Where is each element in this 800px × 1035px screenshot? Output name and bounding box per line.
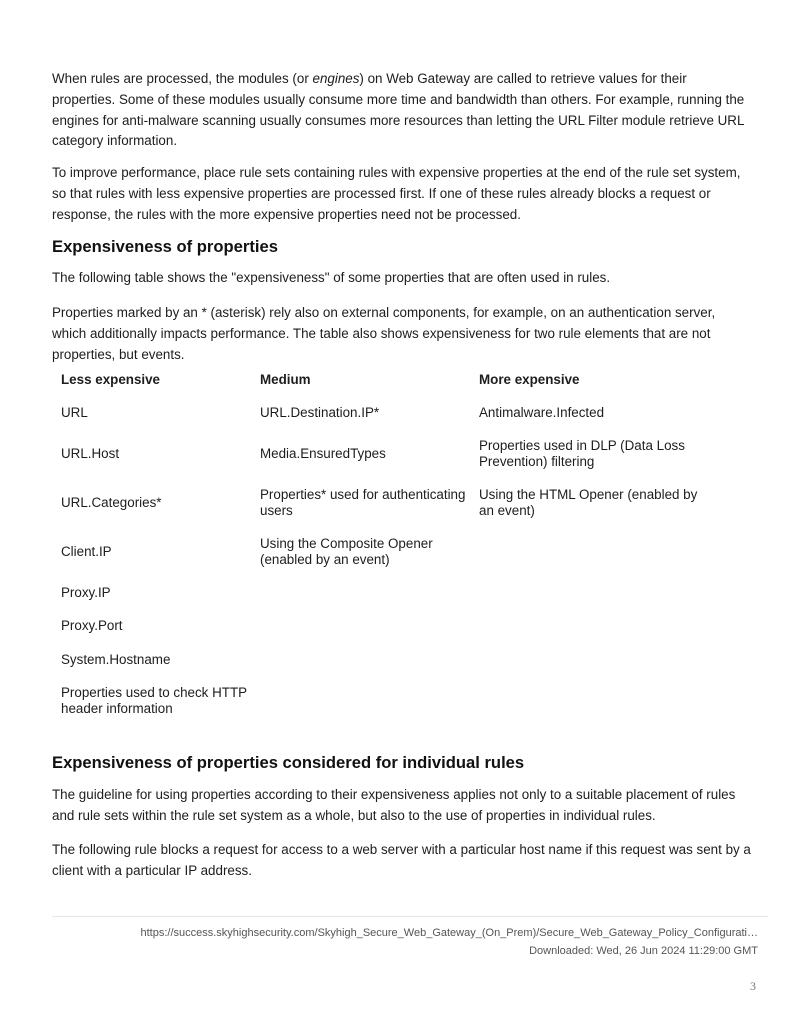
- footer-divider: [52, 916, 768, 917]
- section1-paragraph-2: Properties marked by an * (asterisk) rely also on external components, for example, on an authentication server, which additionally impacts performance. The table also shows expensiveness for two rule elements that are not properties, but events.: [52, 305, 716, 362]
- section2-paragraph-2: The following rule blocks a request for access to a web server with a particular host name if this request was sent by a client with a particular IP address.: [52, 842, 751, 878]
- table-cell: Proxy.Port: [61, 618, 123, 633]
- table-header-medium: Medium: [260, 372, 311, 387]
- intro-paragraph-2: To improve performance, place rule sets containing rules with expensive properties at the end of the rule set system, so that rules with less expensive properties are processed first. If one of these rules already blocks a request or response, the rules with the more expensive properties need not be processed.: [52, 165, 741, 222]
- table-cell: URL.Host: [61, 446, 120, 461]
- intro-text-b: ) on Web Gateway are called to retrieve values for their properties. Some of these modules usually consume more time and bandwidth than others. For example, running the engines for anti-malware scanning usually consumes more resources than letting the URL Filter module retrieve URL category information.: [52, 71, 745, 149]
- section1-paragraph-1: The following table shows the "expensiveness" of some properties that are often used in rules.: [52, 270, 611, 285]
- table-cell: Using the HTML Opener (enabled by an event): [479, 487, 698, 519]
- table-cell: Properties used in DLP (Data Loss Prevention) filtering: [479, 438, 685, 470]
- section2-paragraph-1: The guideline for using properties according to their expensiveness applies not only to a suitable placement of rules and rule sets within the rule set system as a whole, but also to the use of properties in individual rules.: [52, 787, 736, 823]
- intro-paragraph-1: [52, 69, 752, 152]
- table-cell: Proxy.IP: [61, 585, 111, 600]
- table-cell: URL: [61, 405, 88, 420]
- table-cell: Properties used to check HTTP header information: [61, 685, 247, 717]
- table-header-less: Less expensive: [61, 372, 161, 387]
- section-heading-expensiveness: Expensiveness of properties: [52, 237, 278, 256]
- table-cell: Antimalware.Infected: [479, 405, 605, 420]
- table-header-more: More expensive: [479, 372, 580, 387]
- table-cell: Properties* used for authenticating users: [260, 487, 466, 519]
- intro-text-a: When rules are processed, the modules (or: [52, 71, 313, 86]
- table-cell: Using the Composite Opener (enabled by an event): [260, 536, 433, 568]
- section-heading-individual-rules: Expensiveness of properties considered for individual rules: [52, 753, 525, 772]
- intro-italic-engines: engines: [312, 71, 360, 86]
- footer-source-url: https://success.skyhighsecurity.com/Skyhigh_Secure_Web_Gateway_(On_Prem)/Secure_Web_Gateway_Policy_Configurati…: [140, 927, 758, 939]
- table-cell: URL.Destination.IP*: [260, 405, 380, 420]
- table-cell: System.Hostname: [61, 652, 171, 667]
- table-cell: Client.IP: [61, 544, 112, 559]
- page-number: 3: [750, 979, 756, 993]
- table-cell: URL.Categories*: [61, 495, 162, 510]
- footer-download-date: Downloaded: Wed, 26 Jun 2024 11:29:00 GMT: [529, 945, 758, 957]
- table-cell: Media.EnsuredTypes: [260, 446, 386, 461]
